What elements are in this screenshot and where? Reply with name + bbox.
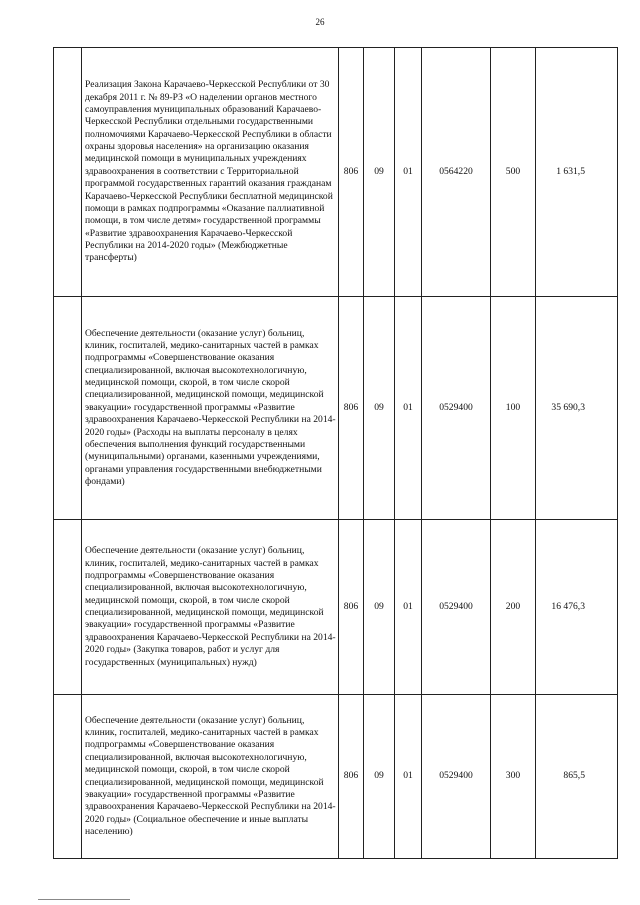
sum-cell: 1 631,5 <box>536 48 618 297</box>
target-article-cell: 0564220 <box>422 48 491 297</box>
description-cell: Обеспечение деятельности (оказание услуг) больниц, клиник, госпиталей, медико-санитарных частей в рамках подпрограммы «Совершенствование оказания специализированной, включая высокотехнологичную, медицинской помощи, скорой, в том числе скорой специализированной, медицинской помощи, медицинской эвакуации» государственной программы «Развитие здравоохранения Карачаево-Черкесской Республики на 2014-2020 годы» (Закупка товаров, работ и услуг для государственных (муниципальных) нужд) <box>82 520 339 695</box>
row-index-cell <box>54 297 82 520</box>
podrazdel-cell: 01 <box>395 297 422 520</box>
table-row <box>54 297 618 520</box>
table-row <box>54 520 618 695</box>
target-article-cell: 0529400 <box>422 297 491 520</box>
razdel-cell: 09 <box>364 48 395 297</box>
footer-divider <box>38 899 130 900</box>
razdel-cell: 09 <box>364 297 395 520</box>
page-number: 26 <box>315 17 325 27</box>
podrazdel-cell: 01 <box>395 520 422 695</box>
sum-cell: 35 690,3 <box>536 297 618 520</box>
sum-cell: 16 476,3 <box>536 520 618 695</box>
razdel-cell: 09 <box>364 695 395 859</box>
budget-table <box>53 47 618 859</box>
grbs-cell: 806 <box>339 297 364 520</box>
description-cell: Реализация Закона Карачаево-Черкесской Республики от 30 декабря 2011 г. № 89-РЗ «О наделении органов местного самоуправления муниципальных образований Карачаево-Черкесской Республики отдельными государственными полномочиями Карачаево-Черкесской Республики в области охраны здоровья населения» на организацию оказания медицинской помощи в муниципальных учреждениях здравоохранения в соответствии с Территориальной программой государственных гарантий оказания гражданам Карачаево-Черкесской Республики бесплатной медицинской помощи в рамках подпрограммы «Оказание паллиативной помощи, в том числе детям» государственной программы «Развитие здравоохранения Карачаево-Черкесской Республики на 2014-2020 годы» (Межбюджетные трансферты) <box>82 48 339 297</box>
description-cell: Обеспечение деятельности (оказание услуг) больниц, клиник, госпиталей, медико-санитарных частей в рамках подпрограммы «Совершенствование оказания специализированной, включая высокотехнологичную, медицинской помощи, скорой, в том числе скорой специализированной, медицинской помощи, медицинской эвакуации» государственной программы «Развитие здравоохранения Карачаево-Черкесской Республики на 2014-2020 годы» (Социальное обеспечение и иные выплаты населению) <box>82 695 339 859</box>
grbs-cell: 806 <box>339 48 364 297</box>
row-index-cell <box>54 520 82 695</box>
table-row <box>54 48 618 297</box>
podrazdel-cell: 01 <box>395 695 422 859</box>
expense-type-cell: 300 <box>491 695 536 859</box>
expense-type-cell: 200 <box>491 520 536 695</box>
target-article-cell: 0529400 <box>422 520 491 695</box>
table-row <box>54 695 618 859</box>
grbs-cell: 806 <box>339 695 364 859</box>
grbs-cell: 806 <box>339 520 364 695</box>
podrazdel-cell: 01 <box>395 48 422 297</box>
expense-type-cell: 500 <box>491 48 536 297</box>
target-article-cell: 0529400 <box>422 695 491 859</box>
sum-cell: 865,5 <box>536 695 618 859</box>
expense-type-cell: 100 <box>491 297 536 520</box>
description-cell: Обеспечение деятельности (оказание услуг) больниц, клиник, госпиталей, медико-санитарных частей в рамках подпрограммы «Совершенствование оказания специализированной, включая высокотехнологичную, медицинской помощи, скорой, в том числе скорой специализированной, медицинской помощи, медицинской эвакуации» государственной программы «Развитие здравоохранения Карачаево-Черкесской Республики на 2014-2020 годы» (Расходы на выплаты персоналу в целях обеспечения выполнения функций государственными (муниципальными) органами, казенными учреждениями, органами управления государственными внебюджетными фондами) <box>82 297 339 520</box>
razdel-cell: 09 <box>364 520 395 695</box>
row-index-cell <box>54 48 82 297</box>
row-index-cell <box>54 695 82 859</box>
